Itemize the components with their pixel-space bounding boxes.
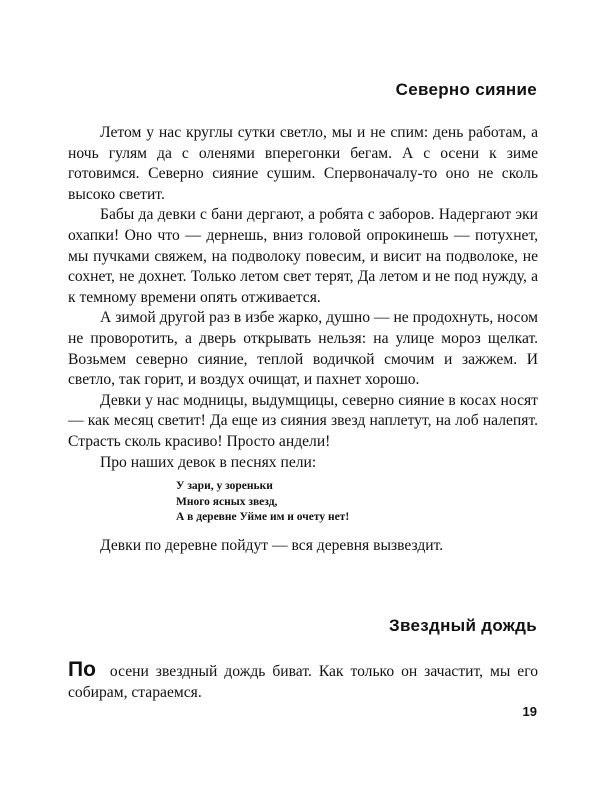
page-number: 19	[522, 704, 537, 719]
section-body-northern-lights	[68, 123, 538, 473]
poem-line: У зари, у зореньки	[176, 480, 273, 492]
paragraph	[68, 660, 538, 703]
section-heading-northern-lights: Северно сияние	[395, 80, 537, 99]
paragraph: Девки у нас модницы, выдумщицы, северно сияние в косах носят — как месяц светит! Да еще из сияния звезд наплетут, на лоб налепят. Страсть сколь красиво! Просто андели!	[68, 391, 538, 450]
paragraph: Бабы да девки с бани дергают, а робята с заборов. Надергают эки охапки! Оно что — дернешь, вниз головой опрокинешь — потухнет, мы пучками свяжем, на подволоку повесим, и висит на подволоке, не сохнет, не дохнет. Только летом свет терят, Да летом и не под нужду, а к темному времени опять отживается.	[68, 206, 538, 306]
paragraph-after-poem: Девки по деревне пойдут — вся деревня вызвездит.	[100, 537, 444, 554]
poem-line: Много ясных звезд,	[176, 495, 278, 508]
poem-line: А в деревне Уйме им и очету нет!	[176, 511, 350, 523]
paragraph: А зимой другой раз в избе жарко, душно — не продохнуть, носом не проворотить, а дверь открывать нельзя: на улице мороз щелкат. Возьмем северно сияние, теплой водичкой смочим и зажжем. И светло, так горит, и воздух очищат, и пахнет хорошо.	[68, 309, 538, 389]
poem-verse	[176, 479, 349, 526]
paragraph: Про наших девок в песнях пели:	[100, 453, 317, 471]
paragraph-text: осени звездный дождь биват. Как только он зачастит, мы его собирам, стараемся.	[68, 663, 538, 701]
first-word: По	[68, 658, 96, 681]
paragraph: Летом у нас круглы сутки светло, мы и не спим: день работам, а ночь гулям да с оленями вперегонки бегам. А с осени к зиме готовимся. Северно сияние сушим. Спервоначалу-то оно не сколь высоко светит.	[68, 124, 538, 203]
section-heading-star-rain: Звездный дождь	[389, 616, 537, 635]
section-body-star-rain	[68, 660, 538, 703]
